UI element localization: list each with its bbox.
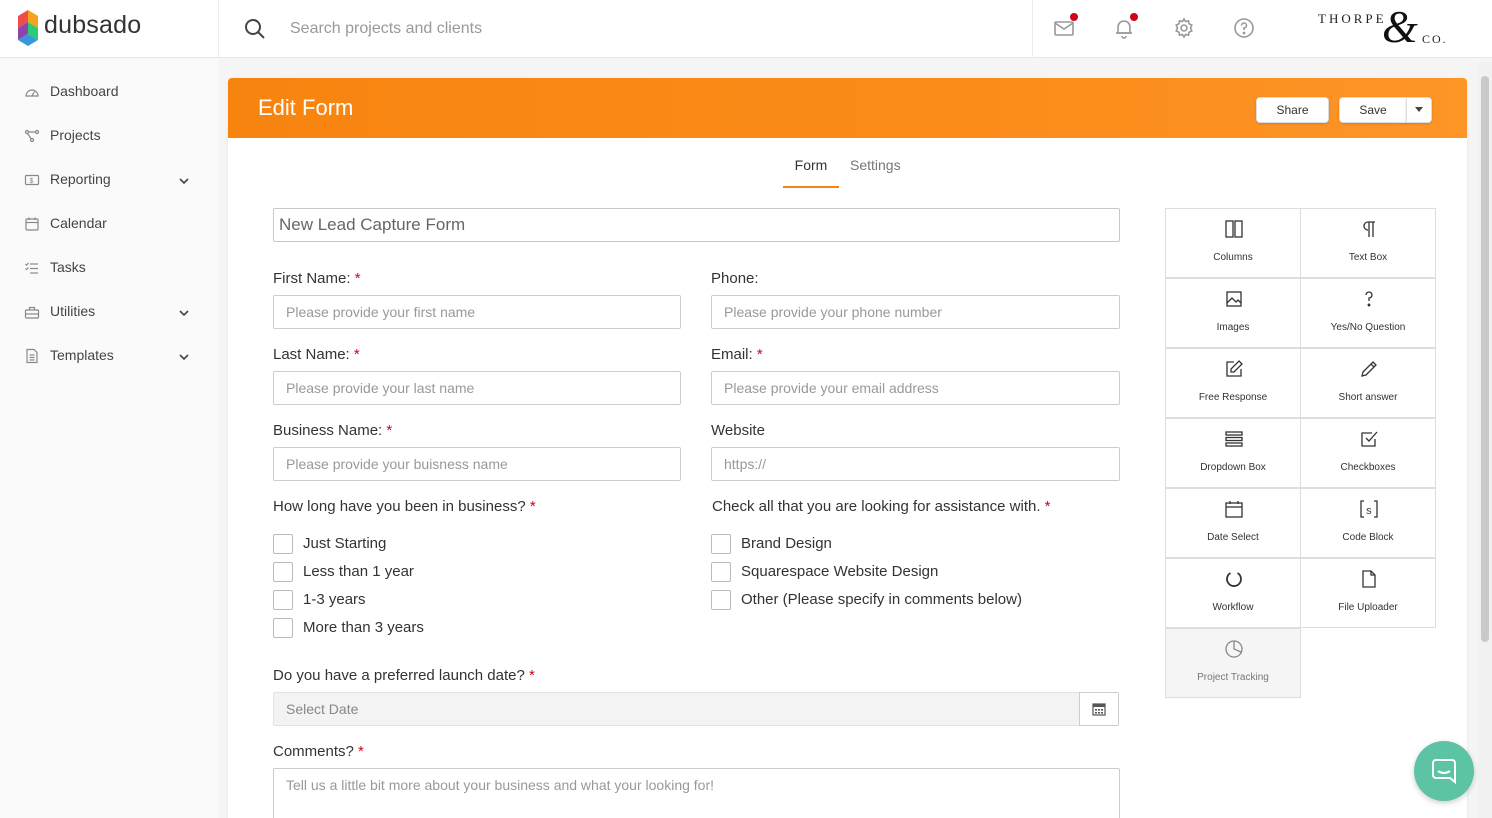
- reporting-icon: [24, 172, 40, 188]
- sidebar-item-label: Tasks: [50, 259, 86, 275]
- scrollbar-thumb[interactable]: [1481, 76, 1489, 642]
- palette-item-label: Date Select: [1207, 532, 1259, 543]
- caret-down-icon: [1414, 104, 1424, 114]
- website-label: [711, 422, 765, 439]
- edit-form-card: [228, 78, 1467, 818]
- sidebar-item-label: Dashboard: [50, 83, 119, 99]
- utilities-icon: [24, 304, 40, 320]
- workflow-icon: [1224, 569, 1244, 589]
- logo-area[interactable]: [0, 0, 219, 58]
- card-header: [228, 78, 1467, 138]
- field-label-text: Website: [711, 422, 765, 439]
- palette-item-file-uploader[interactable]: [1300, 558, 1436, 628]
- pilcrow-icon: [1359, 219, 1379, 239]
- palette-item-columns[interactable]: [1165, 208, 1301, 278]
- palette-item-dropdown-box[interactable]: [1165, 418, 1301, 488]
- website-field[interactable]: [711, 447, 1120, 481]
- calendar-icon: [1092, 702, 1106, 716]
- phone-label: [711, 270, 759, 287]
- list-icon: [1224, 429, 1244, 449]
- launch-date-input[interactable]: [273, 692, 1079, 726]
- field-label-text: Phone:: [711, 270, 759, 287]
- field-label-text: Email:: [711, 346, 753, 363]
- checkbox-icon: [1359, 429, 1379, 449]
- sidebar-item-label: Calendar: [50, 215, 107, 231]
- palette-item-label: Free Response: [1198, 392, 1268, 403]
- checkbox-label: Other (Please specify in comments below): [741, 591, 1022, 608]
- tab-form[interactable]: [783, 156, 839, 188]
- field-label-text: Comments?: [273, 743, 354, 760]
- checkbox[interactable]: [711, 534, 731, 554]
- brand-logo-line2: CO.: [1422, 32, 1448, 46]
- question-icon: [1359, 289, 1379, 309]
- page-scrollbar[interactable]: [1478, 62, 1492, 818]
- field-label-text: Business Name:: [273, 422, 383, 439]
- top-bar: [0, 0, 1492, 58]
- email-field[interactable]: [711, 371, 1120, 405]
- field-label-text: First Name:: [273, 270, 351, 287]
- help-icon: [1232, 16, 1256, 40]
- checkbox[interactable]: [273, 590, 293, 610]
- notification-dot: [1130, 13, 1138, 21]
- palette-item-images[interactable]: [1165, 278, 1301, 348]
- required-mark: *: [529, 498, 536, 515]
- palette-item-label: Workflow: [1212, 602, 1254, 613]
- field-palette: [1165, 208, 1437, 698]
- sidebar-item-projects[interactable]: [0, 114, 219, 158]
- tab-label: Settings: [850, 157, 901, 173]
- tab-bar: [783, 156, 923, 188]
- palette-item-label: File Uploader: [1338, 602, 1398, 613]
- palette-item-date-select[interactable]: [1165, 488, 1301, 558]
- image-icon: [1224, 289, 1244, 309]
- field-label-text: Do you have a preferred launch date?: [273, 667, 525, 684]
- sidebar-item-reporting[interactable]: [0, 158, 219, 202]
- checkbox[interactable]: [273, 618, 293, 638]
- sidebar-item-label: Utilities: [50, 303, 96, 319]
- required-mark: *: [529, 667, 535, 684]
- palette-item-label: Dropdown Box: [1200, 462, 1266, 473]
- checkbox[interactable]: [711, 590, 731, 610]
- palette-item-label: Project Tracking: [1197, 672, 1269, 683]
- comments-label: [273, 743, 364, 760]
- save-button[interactable]: Save: [1339, 97, 1407, 123]
- pie-chart-icon: [1224, 639, 1244, 659]
- columns-icon: [1224, 219, 1244, 239]
- checkbox-label: Just Starting: [303, 535, 387, 552]
- sidebar-item-label: Projects: [50, 127, 101, 143]
- palette-item-project-tracking[interactable]: [1165, 628, 1301, 698]
- logo-text: dubsado: [44, 11, 142, 39]
- first-name-field[interactable]: [273, 295, 681, 329]
- business-name-field[interactable]: [273, 447, 681, 481]
- chat-icon: [1430, 757, 1458, 785]
- code-block-icon: [1359, 499, 1379, 519]
- required-mark: *: [358, 743, 364, 760]
- field-label-text: How long have you been in business?: [273, 498, 526, 515]
- sidebar-item-dashboard[interactable]: [0, 70, 219, 114]
- page-title: Edit Form: [258, 95, 354, 120]
- dashboard-icon: [24, 84, 40, 100]
- palette-item-label: Text Box: [1348, 252, 1388, 263]
- brand-logo-ampersand: &: [1382, 1, 1418, 52]
- form-title-input[interactable]: [273, 208, 1120, 242]
- sidebar-item-label: Templates: [50, 347, 114, 363]
- comments-field[interactable]: [273, 768, 1120, 818]
- dubsado-logo-icon: [16, 8, 40, 46]
- palette-item-free-response[interactable]: [1165, 348, 1301, 418]
- palette-item-label: Images: [1216, 322, 1250, 333]
- palette-item-label: Checkboxes: [1340, 462, 1396, 473]
- search-input[interactable]: [290, 18, 890, 40]
- palette-item-label: Code Block: [1342, 532, 1394, 543]
- launch-date-label: [273, 667, 535, 684]
- projects-icon: [24, 128, 40, 144]
- sidebar-item-calendar[interactable]: [0, 202, 219, 246]
- first-name-label: [273, 270, 361, 287]
- palette-item-text-box[interactable]: [1300, 208, 1436, 278]
- phone-field[interactable]: [711, 295, 1120, 329]
- last-name-field[interactable]: [273, 371, 681, 405]
- email-label: [711, 346, 763, 363]
- tab-label: Form: [794, 157, 828, 173]
- sidebar-item-utilities[interactable]: [0, 290, 219, 334]
- settings-button[interactable]: [1172, 16, 1196, 40]
- required-mark: *: [756, 346, 763, 363]
- tab-settings[interactable]: [850, 156, 901, 188]
- date-picker-button[interactable]: [1079, 692, 1119, 726]
- chevron-down-icon[interactable]: [177, 174, 191, 188]
- field-label-text: Last Name:: [273, 346, 350, 363]
- brand-logo-line1: THORPE: [1318, 11, 1387, 26]
- save-options-button[interactable]: [1406, 97, 1432, 123]
- required-mark: *: [386, 422, 393, 439]
- last-name-label: [273, 346, 360, 363]
- tasks-icon: [24, 260, 40, 276]
- field-label-text: Check all that you are looking for assistance with.: [712, 498, 1041, 515]
- required-mark: *: [1044, 498, 1051, 515]
- palette-item-checkboxes[interactable]: [1300, 418, 1436, 488]
- checkbox-label: 1-3 years: [303, 591, 366, 608]
- palette-item-label: Short answer: [1338, 392, 1398, 403]
- chevron-down-icon[interactable]: [177, 306, 191, 320]
- checkbox[interactable]: [273, 534, 293, 554]
- edit-square-icon: [1224, 359, 1244, 379]
- checkbox[interactable]: [273, 562, 293, 582]
- palette-item-code-block[interactable]: [1300, 488, 1436, 558]
- checkbox-label: More than 3 years: [303, 619, 424, 636]
- help-button[interactable]: [1232, 16, 1256, 40]
- required-mark: *: [353, 346, 360, 363]
- sidebar-item-templates[interactable]: [0, 334, 219, 378]
- assistance-label: [712, 498, 1051, 515]
- sidebar: [0, 59, 219, 818]
- templates-icon: [24, 348, 40, 364]
- search-icon[interactable]: [243, 17, 267, 41]
- date-picker: [273, 692, 1120, 726]
- chevron-down-icon[interactable]: [177, 350, 191, 364]
- checkbox-label: Less than 1 year: [303, 563, 414, 580]
- sidebar-item-label: Reporting: [50, 171, 111, 187]
- share-button[interactable]: Share: [1256, 97, 1329, 123]
- file-icon: [1359, 569, 1379, 589]
- pencil-icon: [1359, 359, 1379, 379]
- calendar-icon: [24, 216, 40, 232]
- palette-item-label: Yes/No Question: [1330, 322, 1406, 333]
- required-mark: *: [354, 270, 361, 287]
- sidebar-item-tasks[interactable]: [0, 246, 219, 290]
- inbox-button[interactable]: [1052, 16, 1076, 40]
- svg-text:s: s: [1365, 506, 1373, 518]
- checkbox[interactable]: [711, 562, 731, 582]
- palette-item-label: Columns: [1213, 252, 1253, 263]
- palette-item-workflow[interactable]: [1165, 558, 1301, 628]
- business-name-label: [273, 422, 392, 439]
- checkbox-label: Squarespace Website Design: [741, 563, 939, 580]
- palette-item-short-answer[interactable]: [1300, 348, 1436, 418]
- svg-text:$: $: [29, 178, 34, 185]
- checkbox-label: Brand Design: [741, 535, 832, 552]
- notifications-button[interactable]: [1112, 16, 1136, 40]
- gear-icon: [1172, 16, 1196, 40]
- business-duration-label: [273, 498, 536, 515]
- brand-logo[interactable]: [1316, 1, 1456, 52]
- top-icons: [1032, 0, 1275, 58]
- notification-dot: [1070, 13, 1078, 21]
- palette-item-yes-no-question[interactable]: [1300, 278, 1436, 348]
- chat-launcher-button[interactable]: [1414, 741, 1474, 801]
- calendar-icon: [1224, 499, 1244, 519]
